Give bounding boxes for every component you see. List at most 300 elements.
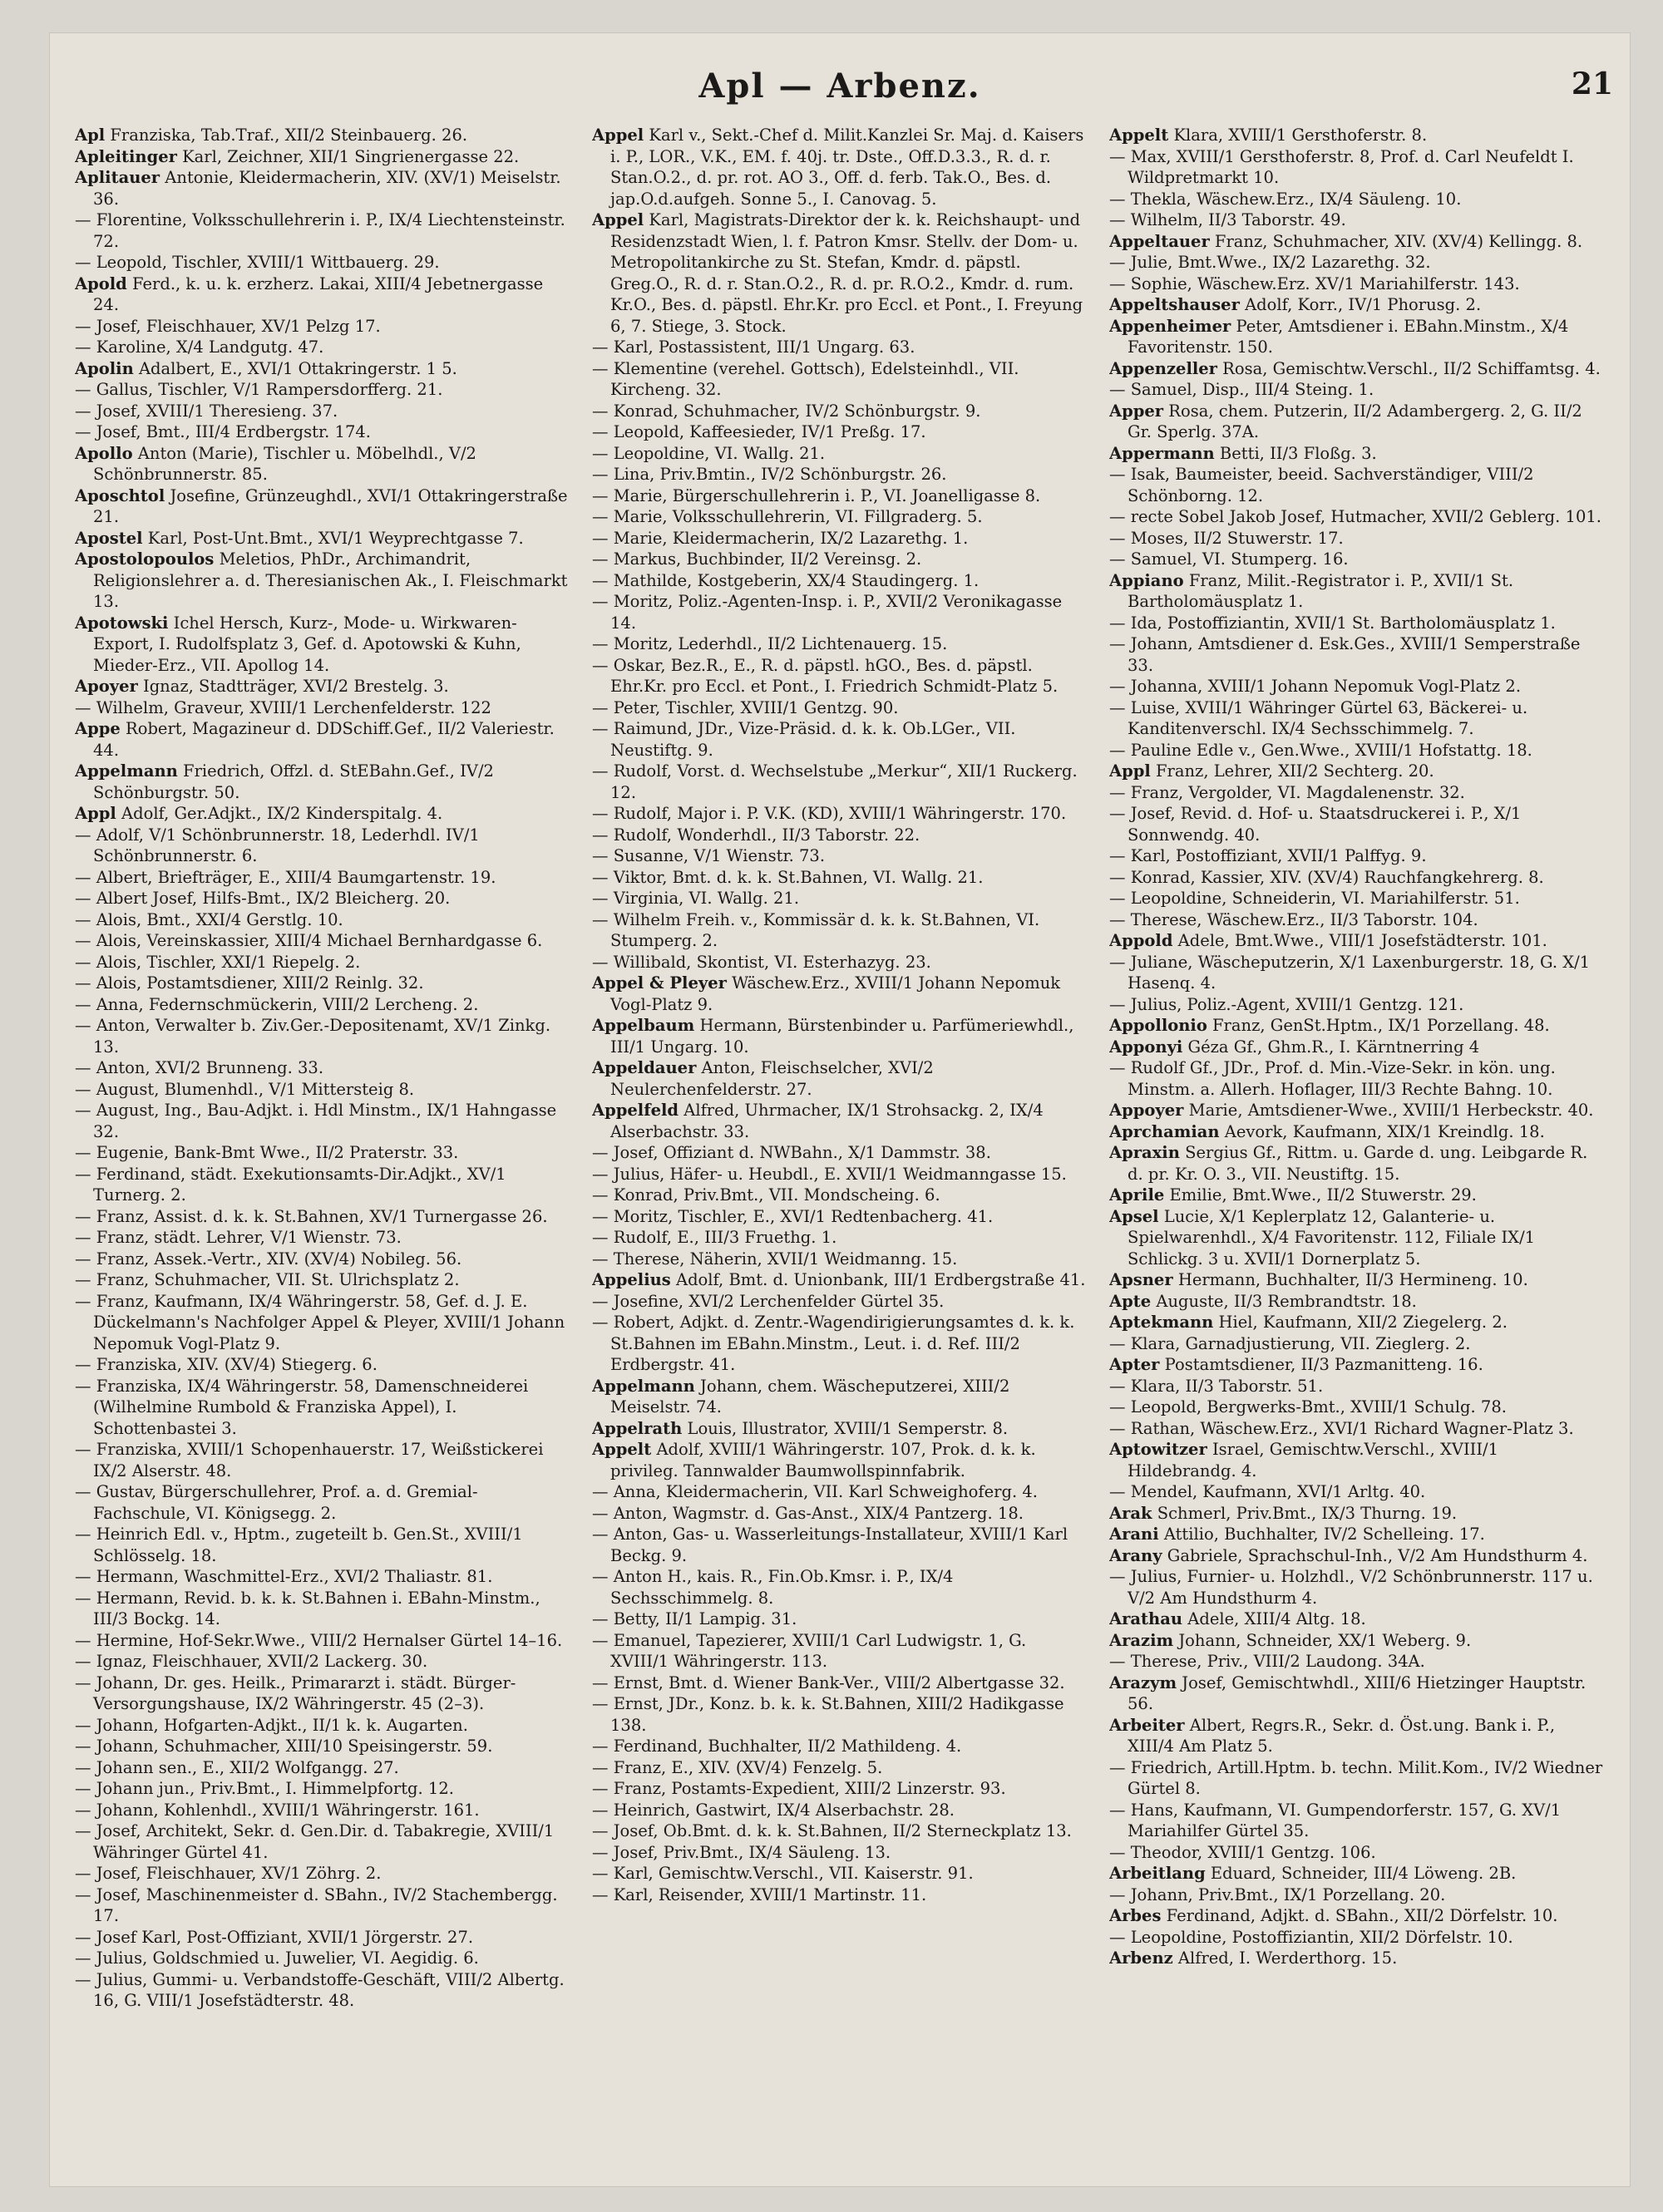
entry-text: — Josef Karl, Post-Offiziant, XVII/1 Jörgerstr. 27. bbox=[75, 1927, 474, 1947]
entry-surname: Appold bbox=[1109, 931, 1173, 950]
entry-text: — Anton, Gas- u. Wasserleitungs-Installateur, XVIII/1 Karl Beckg. 9. bbox=[592, 1525, 1068, 1565]
entry-text: — Virginia, VI. Wallg. 21. bbox=[592, 889, 800, 908]
entry-surname: Aprile bbox=[1109, 1185, 1165, 1205]
directory-entry bbox=[592, 1842, 1088, 1864]
entry-surname: Appelrath bbox=[592, 1418, 683, 1438]
directory-entry bbox=[592, 718, 1088, 761]
entry-text: Meletios, PhDr., Archimandrit, Religionslehrer a. d. Theresianischen Ak., I. Fleischmarkt 13. bbox=[93, 549, 568, 611]
directory-entry bbox=[1109, 1291, 1605, 1313]
directory-entry bbox=[75, 1673, 570, 1715]
entry-text: — Konrad, Priv.Bmt., VII. Mondscheing. 6. bbox=[592, 1185, 940, 1205]
directory-entry bbox=[592, 464, 1088, 485]
entry-text: — Peter, Tischler, XVIII/1 Gentzg. 90. bbox=[592, 697, 899, 717]
entry-text: — Raimund, JDr., Vize-Präsid. d. k. k. Ob.LGer., VII. Neustiftg. 9. bbox=[592, 719, 1016, 760]
entry-surname: Arany bbox=[1109, 1545, 1162, 1565]
entry-text: Wäschew.Erz., XVIII/1 Johann Nepomuk Vogl-Platz 9. bbox=[610, 973, 1061, 1014]
directory-entry bbox=[592, 443, 1088, 465]
entry-text: — Heinrich Edl. v., Hptm., zugeteilt b. Gen.St., XVIII/1 Schlösselg. 18. bbox=[75, 1525, 523, 1565]
entry-text: — Anna, Kleidermacherin, VII. Karl Schweighoferg. 4. bbox=[592, 1482, 1038, 1501]
directory-entry bbox=[75, 209, 570, 252]
entry-text: Adele, Bmt.Wwe., VIII/1 Josefstädterstr. 101. bbox=[1177, 931, 1547, 950]
entry-surname: Apl bbox=[75, 126, 106, 145]
entry-text: — Moritz, Lederhdl., II/2 Lichtenauerg. 15. bbox=[592, 634, 948, 653]
directory-entry bbox=[592, 401, 1088, 422]
directory-entry bbox=[1109, 697, 1605, 740]
directory-entry bbox=[75, 930, 570, 952]
directory-entry bbox=[592, 1524, 1088, 1566]
entry-text: — Therese, Priv., VIII/2 Laudong. 34A. bbox=[1109, 1652, 1425, 1671]
entry-text: Alfred, Uhrmacher, IX/1 Strohsackg. 2, IX/4 Alserbachstr. 33. bbox=[610, 1101, 1044, 1141]
directory-entry bbox=[75, 1927, 570, 1948]
entry-text: Adolf, XVIII/1 Währingerstr. 107, Prok. d. k. k. privileg. Tannwalder Baumwollspinnfabrik. bbox=[610, 1440, 1036, 1480]
entry-text: — Gustav, Bürgerschullehrer, Prof. a. d. Gremial-Fachschule, VI. Königsegg. 2. bbox=[75, 1482, 478, 1523]
entry-text: Hermann, Bürstenbinder u. Parfümeriewhdl., III/1 Ungarg. 10. bbox=[610, 1016, 1074, 1057]
directory-entry bbox=[1109, 1100, 1605, 1121]
directory-entry bbox=[75, 1227, 570, 1249]
directory-entry bbox=[75, 485, 570, 528]
entry-text: — Josef, Maschinenmeister d. SBahn., IV/2 Stachembergg. 17. bbox=[75, 1884, 558, 1925]
directory-entry bbox=[75, 1439, 570, 1481]
entry-surname: Aptowitzer bbox=[1109, 1440, 1207, 1459]
page-number: 21 bbox=[1571, 67, 1613, 101]
entry-text: — Johann, Priv.Bmt., IX/1 Porzellang. 20. bbox=[1109, 1884, 1446, 1904]
directory-entry bbox=[75, 1778, 570, 1800]
directory-entry bbox=[1109, 189, 1605, 210]
directory-entry bbox=[75, 1354, 570, 1376]
entry-text: — Moses, II/2 Stuwerstr. 17. bbox=[1109, 528, 1344, 548]
directory-entry bbox=[75, 952, 570, 973]
entry-surname: Aptekmann bbox=[1109, 1313, 1214, 1332]
entry-text: — Emanuel, Tapezierer, XVIII/1 Carl Ludwigstr. 1, G. XVIII/1 Währingerstr. 113. bbox=[592, 1630, 1027, 1671]
entry-text: — Johann, Hofgarten-Adjkt., II/1 k. k. Augarten. bbox=[75, 1715, 468, 1735]
entry-text: — Wilhelm, Graveur, XVIII/1 Lerchenfelderstr. 122 bbox=[75, 697, 491, 717]
directory-entry bbox=[592, 1566, 1088, 1609]
entry-surname: Apraxin bbox=[1109, 1143, 1180, 1162]
entry-surname: Arani bbox=[1109, 1525, 1159, 1544]
directory-entry bbox=[75, 358, 570, 380]
directory-entry bbox=[592, 1863, 1088, 1884]
entry-surname: Apponyi bbox=[1109, 1037, 1183, 1057]
entry-text: — Josef, Ob.Bmt. d. k. k. St.Bahnen, II/2 Sterneckplatz 13. bbox=[592, 1821, 1072, 1840]
directory-entry bbox=[75, 1015, 570, 1057]
entry-text: — Konrad, Kassier, XIV. (XV/4) Rauchfangkehrerg. 8. bbox=[1109, 867, 1544, 887]
entry-surname: Appl bbox=[1109, 761, 1151, 781]
entry-text: Josefine, Grünzeughdl., XVI/1 Ottakringerstraße 21. bbox=[93, 485, 568, 526]
entry-surname: Aplitauer bbox=[75, 168, 160, 187]
directory-entry bbox=[75, 1630, 570, 1652]
entry-text: — Albert Josef, Hilfs-Bmt., IX/2 Bleicherg. 20. bbox=[75, 889, 451, 908]
directory-entry bbox=[1109, 613, 1605, 634]
directory-entry bbox=[1109, 1142, 1605, 1185]
directory-entry bbox=[75, 613, 570, 677]
entry-text: — Johann, Amtsdiener d. Esk.Ges., XVIII/1 Semperstraße 33. bbox=[1109, 634, 1581, 675]
directory-entry bbox=[592, 1249, 1088, 1270]
directory-entry bbox=[1109, 782, 1605, 804]
directory-entry bbox=[75, 888, 570, 909]
directory-entry bbox=[1109, 1863, 1605, 1884]
directory-entry bbox=[592, 1418, 1088, 1440]
entry-text: — Karl, Postassistent, III/1 Ungarg. 63. bbox=[592, 337, 915, 357]
directory-entry bbox=[75, 1820, 570, 1863]
entry-text: — Ida, Postoffiziantin, XVII/1 St. Bartholomäusplatz 1. bbox=[1109, 613, 1556, 633]
directory-entry bbox=[75, 1884, 570, 1927]
entry-text: Franz, Lehrer, XII/2 Sechterg. 20. bbox=[1156, 761, 1434, 781]
directory-entry bbox=[75, 973, 570, 994]
entry-text: — Franz, Postamts-Expedient, XIII/2 Linzerstr. 93. bbox=[592, 1779, 1006, 1798]
directory-entry bbox=[592, 570, 1088, 592]
entry-text: — Anton H., kais. R., Fin.Ob.Kmsr. i. P., IX/4 Sechsschimmelg. 8. bbox=[592, 1567, 954, 1608]
directory-entry bbox=[1109, 1673, 1605, 1715]
entry-text: Louis, Illustrator, XVIII/1 Semperstr. 8. bbox=[687, 1418, 1009, 1438]
entry-text: Franz, Milit.-Registrator i. P., XVII/1 St. Bartholomäusplatz 1. bbox=[1128, 570, 1514, 611]
directory-entry bbox=[1109, 1524, 1605, 1545]
directory-entry bbox=[592, 1757, 1088, 1779]
directory-entry bbox=[75, 761, 570, 803]
directory-entry bbox=[75, 167, 570, 209]
entry-surname: Apollo bbox=[75, 443, 133, 463]
entry-surname: Appel bbox=[592, 210, 644, 229]
directory-entry bbox=[592, 421, 1088, 443]
directory-entry bbox=[592, 337, 1088, 358]
directory-page bbox=[50, 33, 1630, 2186]
directory-entry bbox=[75, 549, 570, 613]
entry-text: — Julius, Goldschmied u. Juwelier, VI. Aegidig. 6. bbox=[75, 1948, 479, 1968]
entry-text: — Moritz, Poliz.-Agenten-Insp. i. P., XVII/2 Veronikagasse 14. bbox=[592, 592, 1063, 633]
entry-text: — Johann jun., Priv.Bmt., I. Himmelpfortg. 12. bbox=[75, 1779, 454, 1798]
entry-text: Klara, XVIII/1 Gersthoferstr. 8. bbox=[1173, 126, 1428, 145]
entry-surname: Apsel bbox=[1109, 1206, 1159, 1226]
entry-text: — Ernst, JDr., Konz. b. k. k. St.Bahnen, XIII/2 Hadikgasse 138. bbox=[592, 1694, 1064, 1735]
running-head: Apl — Arbenz. bbox=[698, 67, 981, 106]
entry-text: — Franz, Vergolder, VI. Magdalenenstr. 32. bbox=[1109, 782, 1465, 802]
entry-text: Ichel Hersch, Kurz-, Mode- u. Wirkwaren-Export, I. Rudolfsplatz 3, Gef. d. Apotowski & Kuhn, Mieder-Erz., VII. Apollog 14. bbox=[93, 613, 521, 675]
directory-entry bbox=[75, 1524, 570, 1566]
entry-text: Betti, II/3 Floßg. 3. bbox=[1219, 443, 1377, 463]
entry-text: Adolf, Bmt. d. Unionbank, III/1 Erdbergstraße 41. bbox=[675, 1270, 1086, 1289]
entry-surname: Apostel bbox=[75, 528, 143, 548]
directory-entry bbox=[592, 825, 1088, 846]
entry-text: — Adolf, V/1 Schönbrunnerstr. 18, Lederhdl. IV/1 Schönbrunnerstr. 6. bbox=[75, 825, 480, 865]
entry-text: — Johann, Dr. ges. Heilk., Primararzt i. städt. Bürger-Versorgungshause, IX/2 Währingerstr. 45 (2–3). bbox=[75, 1673, 516, 1713]
directory-entry bbox=[1109, 1503, 1605, 1525]
entry-text: — Lina, Priv.Bmtin., IV/2 Schönburgstr. 26. bbox=[592, 465, 947, 484]
entry-text: — Albert, Briefträger, E., XIII/4 Baumgartenstr. 19. bbox=[75, 867, 496, 887]
directory-entry bbox=[592, 845, 1088, 867]
entry-surname: Appelfeld bbox=[592, 1101, 679, 1120]
entry-surname: Apper bbox=[1109, 401, 1164, 421]
entry-surname: Apold bbox=[75, 273, 127, 293]
column-3 bbox=[1109, 125, 1605, 2170]
entry-text: — Luise, XVIII/1 Währinger Gürtel 63, Bäckerei- u. Kanditenverschl. IX/4 Sechsschimmelg. 7. bbox=[1109, 697, 1528, 738]
entry-text: — Leopold, Bergwerks-Bmt., XVIII/1 Schulg. 78. bbox=[1109, 1397, 1507, 1416]
entry-surname: Arbenz bbox=[1109, 1948, 1173, 1968]
directory-entry bbox=[592, 591, 1088, 633]
directory-entry bbox=[1109, 316, 1605, 358]
directory-entry bbox=[1109, 1354, 1605, 1376]
entry-text: — Franziska, IX/4 Währingerstr. 58, Damenschneiderei (Wilhelmine Rumbold & Franziska Appel), I. Schottenbastei 3. bbox=[75, 1376, 529, 1438]
entry-text: — Johann sen., E., XII/2 Wolfgangg. 27. bbox=[75, 1757, 399, 1777]
directory-entry bbox=[1109, 209, 1605, 231]
entry-text: Karl, Magistrats-Direktor der k. k. Reichshaupt- und Residenzstadt Wien, l. f. Patron Kmsr. Stellv. der Dom- u. Metropolitankirche zu St. Stefan, Kmdr. d. päpstl. Greg.O., R. d. r. Stan.O.2., R. d. pr. R.O.2., Kmdr. d. rum. Kr.O., Bes. d. päpstl. Ehr.Kr. pro Eccl. et Pont., I. Freyung 6, 7. Stiege, 3. Stock. bbox=[610, 210, 1083, 336]
directory-entry bbox=[592, 1376, 1088, 1418]
directory-entry bbox=[75, 994, 570, 1016]
directory-entry bbox=[75, 1757, 570, 1779]
entry-text: — Julius, Häfer- u. Heubdl., E. XVII/1 Weidmanngasse 15. bbox=[592, 1164, 1067, 1184]
directory-entry bbox=[1109, 1757, 1605, 1800]
entry-surname: Appel & Pleyer bbox=[592, 973, 727, 993]
entry-text: — Alois, Bmt., XXI/4 Gerstlg. 10. bbox=[75, 909, 343, 929]
directory-entry bbox=[1109, 570, 1605, 613]
entry-text: — Marie, Kleidermacherin, IX/2 Lazarethg. 1. bbox=[592, 528, 969, 548]
entry-text: Adolf, Ger.Adjkt., IX/2 Kinderspitalg. 4. bbox=[121, 804, 443, 823]
directory-entry bbox=[75, 1164, 570, 1206]
entry-surname: Appe bbox=[75, 719, 121, 738]
directory-entry bbox=[75, 1566, 570, 1588]
entry-text: Emilie, Bmt.Wwe., II/2 Stuwerstr. 29. bbox=[1169, 1185, 1477, 1205]
directory-entry bbox=[75, 273, 570, 316]
directory-entry bbox=[1109, 401, 1605, 443]
directory-entry bbox=[592, 1503, 1088, 1525]
directory-entry bbox=[1109, 1397, 1605, 1418]
entry-surname: Aprchamian bbox=[1109, 1121, 1220, 1141]
directory-entry bbox=[75, 528, 570, 549]
directory-entry bbox=[592, 655, 1088, 697]
entry-text: — Hans, Kaufmann, VI. Gumpendorferstr. 157, G. XV/1 Mariahilfer Gürtel 35. bbox=[1109, 1800, 1562, 1840]
directory-entry bbox=[1109, 909, 1605, 931]
entry-surname: Appeltauer bbox=[1109, 231, 1210, 251]
directory-entry bbox=[1109, 1057, 1605, 1100]
directory-entry bbox=[592, 1609, 1088, 1630]
entry-text: — recte Sobel Jakob Josef, Hutmacher, XVII/2 Geblerg. 101. bbox=[1109, 507, 1601, 526]
directory-entry bbox=[75, 1206, 570, 1228]
entry-text: Gabriele, Sprachschul-Inh., V/2 Am Hundsthurm 4. bbox=[1167, 1545, 1588, 1565]
entry-surname: Appoyer bbox=[1109, 1101, 1184, 1120]
directory-entry bbox=[592, 209, 1088, 337]
entry-text: — Josef, Fleischhauer, XV/1 Zöhrg. 2. bbox=[75, 1864, 382, 1883]
directory-entry bbox=[75, 1715, 570, 1737]
directory-entry bbox=[1109, 1715, 1605, 1757]
entry-text: — Anton, Wagmstr. d. Gas-Anst., XIX/4 Pantzerg. 18. bbox=[592, 1503, 1024, 1523]
entry-text: — Klara, II/3 Taborstr. 51. bbox=[1109, 1376, 1324, 1396]
entry-surname: Appelius bbox=[592, 1270, 671, 1289]
column-2 bbox=[592, 125, 1088, 2170]
directory-entry bbox=[75, 337, 570, 358]
entry-text: — Ferdinand, städt. Exekutionsamts-Dir.Adjkt., XV/1 Turnerg. 2. bbox=[75, 1164, 506, 1205]
entry-text: Karl v., Sekt.-Chef d. Milit.Kanzlei Sr. Maj. d. Kaisers i. P., LOR., V.K., EM. f. 40j. tr. Dste., Off.D.3.3., R. d. r. Stan.O.2., d. pr. rot. AO 3., Off. d. ferb. Tak.O., Bes. d. jap.O.d.aufgeh. Sonne 5., I. Canovag. 5. bbox=[610, 126, 1084, 209]
entry-surname: Arbeiter bbox=[1109, 1715, 1185, 1735]
directory-entry bbox=[592, 1100, 1088, 1142]
directory-entry bbox=[75, 825, 570, 867]
entry-text: Johann, chem. Wäscheputzerei, XIII/2 Meiselstr. 74. bbox=[610, 1376, 1010, 1416]
directory-entry bbox=[592, 1736, 1088, 1757]
directory-entry bbox=[592, 1312, 1088, 1376]
directory-entry bbox=[1109, 273, 1605, 295]
entry-text: — Isak, Baumeister, beeid. Sachverständiger, VIII/2 Schönborng. 12. bbox=[1109, 465, 1534, 505]
directory-entry bbox=[1109, 888, 1605, 909]
directory-entry bbox=[1109, 506, 1605, 528]
entry-text: — Mendel, Kaufmann, XVI/1 Arltg. 40. bbox=[1109, 1482, 1426, 1501]
entry-text: Adolf, Korr., IV/1 Phorusg. 2. bbox=[1245, 295, 1482, 314]
directory-entry bbox=[592, 1884, 1088, 1906]
directory-entry bbox=[1109, 761, 1605, 782]
directory-entry bbox=[1109, 294, 1605, 316]
entry-text: — Ferdinand, Buchhalter, II/2 Mathildeng. 4. bbox=[592, 1737, 962, 1756]
entry-text: Postamtsdiener, II/3 Pazmanitteng. 16. bbox=[1164, 1355, 1483, 1374]
entry-surname: Appelmann bbox=[592, 1376, 695, 1396]
directory-entry bbox=[75, 1736, 570, 1757]
directory-entry bbox=[1109, 1185, 1605, 1206]
directory-entry bbox=[592, 485, 1088, 507]
directory-entry bbox=[1109, 1948, 1605, 1969]
entry-text: Franz, Schuhmacher, XIV. (XV/4) Kellingg. 8. bbox=[1214, 231, 1583, 251]
entry-surname: Apoyer bbox=[75, 677, 138, 696]
directory-entry bbox=[1109, 1418, 1605, 1440]
directory-entry bbox=[592, 1820, 1088, 1842]
entry-text: — Ignaz, Fleischhauer, XVII/2 Lackerg. 30. bbox=[75, 1652, 428, 1671]
entry-text: — Therese, Wäschew.Erz., II/3 Taborstr. 104. bbox=[1109, 909, 1478, 929]
entry-surname: Appelmann bbox=[75, 761, 178, 781]
entry-text: Franziska, Tab.Traf., XII/2 Steinbauerg. 26. bbox=[110, 126, 468, 145]
entry-text: — Oskar, Bez.R., E., R. d. päpstl. hGO., Bes. d. päpstl. Ehr.Kr. pro Eccl. et Pont., I. Friedrich Schmidt-Platz 5. bbox=[592, 655, 1058, 696]
entry-surname: Appenheimer bbox=[1109, 316, 1231, 336]
entry-text: — Hermann, Revid. b. k. k. St.Bahnen i. EBahn-Minstm., III/3 Bockg. 14. bbox=[75, 1588, 540, 1628]
entry-surname: Arazim bbox=[1109, 1630, 1174, 1650]
directory-entry bbox=[1109, 803, 1605, 845]
entry-text: Franz, GenSt.Hptm., IX/1 Porzellang. 48. bbox=[1212, 1016, 1550, 1035]
entry-surname: Arak bbox=[1109, 1503, 1152, 1523]
directory-entry bbox=[75, 421, 570, 443]
entry-surname: Apolin bbox=[75, 358, 134, 378]
entry-text: — Florentine, Volksschullehrerin i. P., IX/4 Liechtensteinstr. 72. bbox=[75, 210, 565, 251]
directory-entry bbox=[1109, 1015, 1605, 1037]
directory-entry bbox=[592, 1057, 1088, 1100]
directory-entry bbox=[592, 1673, 1088, 1694]
entry-text: — Alois, Vereinskassier, XIII/4 Michael Bernhardgasse 6. bbox=[75, 931, 543, 950]
entry-text: — Franziska, XIV. (XV/4) Stiegerg. 6. bbox=[75, 1355, 378, 1374]
directory-entry bbox=[1109, 1927, 1605, 1948]
entry-surname: Appl bbox=[75, 804, 116, 823]
entry-text: — Johann, Kohlenhdl., XVIII/1 Währingerstr. 161. bbox=[75, 1800, 480, 1820]
directory-entry bbox=[75, 316, 570, 337]
entry-surname: Appeltshauser bbox=[1109, 295, 1240, 314]
entry-text: — Robert, Adjkt. d. Zentr.-Wagendirigierungsamtes d. k. k. St.Bahnen im EBahn.Minstm., Leut. i. d. Ref. III/2 Erdbergstr. 41. bbox=[592, 1313, 1075, 1374]
entry-text: — Marie, Bürgerschullehrerin i. P., VI. Joanelligasse 8. bbox=[592, 485, 1041, 505]
directory-entry bbox=[75, 252, 570, 273]
directory-entry bbox=[75, 1651, 570, 1673]
entry-surname: Apte bbox=[1109, 1291, 1152, 1311]
entry-surname: Appelbaum bbox=[592, 1016, 695, 1035]
entry-text: — Wilhelm, II/3 Taborstr. 49. bbox=[1109, 210, 1346, 229]
entry-text: — Franz, Schuhmacher, VII. St. Ulrichsplatz 2. bbox=[75, 1270, 460, 1289]
entry-text: — Josefine, XVI/2 Lerchenfelder Gürtel 35. bbox=[592, 1291, 945, 1311]
entry-text: — Juliane, Wäscheputzerin, X/1 Laxenburgerstr. 18, G. X/1 Hasenq. 4. bbox=[1109, 952, 1591, 993]
directory-entry bbox=[592, 1206, 1088, 1228]
directory-entry bbox=[75, 401, 570, 422]
entry-text: — Friedrich, Artill.Hptm. b. techn. Milit.Kom., IV/2 Wiedner Gürtel 8. bbox=[1109, 1757, 1603, 1798]
directory-entry bbox=[1109, 867, 1605, 889]
directory-entry bbox=[592, 506, 1088, 528]
entry-text: — Willibald, Skontist, VI. Esterhazyg. 23. bbox=[592, 952, 931, 972]
entry-text: — Karl, Gemischtw.Verschl., VII. Kaiserstr. 91. bbox=[592, 1864, 974, 1883]
directory-entry bbox=[1109, 231, 1605, 253]
directory-entry bbox=[75, 1291, 570, 1355]
entry-surname: Appiano bbox=[1109, 570, 1184, 590]
directory-entry bbox=[1109, 1269, 1605, 1291]
entry-text: — Anton, Verwalter b. Ziv.Ger.-Depositenamt, XV/1 Zinkg. 13. bbox=[75, 1016, 551, 1057]
directory-entry bbox=[592, 549, 1088, 570]
entry-text: Antonie, Kleidermacherin, XIV. (XV/1) Meiselstr. 36. bbox=[93, 168, 561, 209]
entry-text: Anton (Marie), Tischler u. Möbelhdl., V/2 Schönbrunnerstr. 85. bbox=[93, 443, 476, 484]
entry-text: — Mathilde, Kostgeberin, XX/4 Staudingerg. 1. bbox=[592, 570, 980, 590]
directory-entry bbox=[75, 1969, 570, 2012]
entry-text: — Josef, Bmt., III/4 Erdbergstr. 174. bbox=[75, 422, 371, 441]
directory-entry bbox=[1109, 1312, 1605, 1333]
entry-text: Schmerl, Priv.Bmt., IX/3 Thurng. 19. bbox=[1157, 1503, 1458, 1523]
directory-entry bbox=[75, 379, 570, 401]
entry-text: — Samuel, VI. Stumperg. 16. bbox=[1109, 549, 1349, 569]
entry-text: Hiel, Kaufmann, XII/2 Ziegelerg. 2. bbox=[1218, 1313, 1508, 1332]
directory-entry bbox=[1109, 676, 1605, 697]
directory-entry bbox=[75, 443, 570, 485]
directory-entry bbox=[75, 1100, 570, 1142]
entry-text: — Julius, Poliz.-Agent, XVIII/1 Gentzg. 121. bbox=[1109, 994, 1464, 1014]
directory-entry bbox=[1109, 952, 1605, 994]
entry-text: — Leopoldine, Postoffiziantin, XII/2 Dörfelstr. 10. bbox=[1109, 1927, 1513, 1947]
entry-text: — Heinrich, Gastwirt, IX/4 Alserbachstr. 28. bbox=[592, 1800, 955, 1820]
directory-entry bbox=[1109, 146, 1605, 189]
entry-text: Marie, Amtsdiener-Wwe., XVIII/1 Herbeckstr. 40. bbox=[1188, 1101, 1594, 1120]
entry-surname: Apotowski bbox=[75, 613, 169, 633]
directory-entry bbox=[592, 888, 1088, 909]
entry-text: — Samuel, Disp., III/4 Steing. 1. bbox=[1109, 380, 1374, 399]
entry-text: — Marie, Volksschullehrerin, VI. Fillgraderg. 5. bbox=[592, 507, 983, 526]
directory-entry bbox=[592, 1227, 1088, 1249]
directory-entry bbox=[592, 973, 1088, 1015]
entry-text: Alfred, I. Werderthorg. 15. bbox=[1177, 1948, 1398, 1968]
entry-text: — Susanne, V/1 Wienstr. 73. bbox=[592, 846, 826, 865]
entry-text: Rosa, Gemischtw.Verschl., II/2 Schiffamtsg. 4. bbox=[1222, 358, 1601, 378]
directory-entry bbox=[1109, 1630, 1605, 1652]
directory-entry bbox=[1109, 528, 1605, 549]
directory-entry bbox=[75, 1269, 570, 1291]
entry-text: — Hermine, Hof-Sekr.Wwe., VIII/2 Hernalser Gürtel 14–16. bbox=[75, 1630, 563, 1650]
directory-entry bbox=[592, 1481, 1088, 1503]
entry-text: — Thekla, Wäschew.Erz., IX/4 Säuleng. 10. bbox=[1109, 189, 1462, 209]
entry-text: — Rudolf, Vorst. d. Wechselstube „Merkur“, XII/1 Ruckerg. 12. bbox=[592, 761, 1078, 802]
directory-entry bbox=[592, 1164, 1088, 1185]
entry-text: — Josef, Offiziant d. NWBahn., X/1 Dammstr. 38. bbox=[592, 1143, 991, 1162]
entry-text: — Hermann, Waschmittel-Erz., XVI/2 Thaliastr. 81. bbox=[75, 1567, 493, 1586]
entry-text: — Karl, Postoffiziant, XVII/1 Palffyg. 9. bbox=[1109, 846, 1427, 865]
entry-text: — Viktor, Bmt. d. k. k. St.Bahnen, VI. Wallg. 21. bbox=[592, 867, 984, 887]
entry-text: Aevork, Kaufmann, XIX/1 Kreindlg. 18. bbox=[1224, 1121, 1545, 1141]
entry-text: Rosa, chem. Putzerin, II/2 Adambergerg. 2, G. II/2 Gr. Sperlg. 37A. bbox=[1128, 401, 1582, 441]
entry-text: — Franz, Assek.-Vertr., XIV. (XV/4) Nobileg. 56. bbox=[75, 1249, 462, 1269]
page-header bbox=[50, 67, 1630, 116]
directory-entry bbox=[75, 867, 570, 889]
directory-entry bbox=[1109, 1376, 1605, 1397]
entry-text: — Leopold, Tischler, XVIII/1 Wittbauerg. 29. bbox=[75, 253, 440, 272]
directory-entry bbox=[75, 1142, 570, 1164]
directory-entry bbox=[75, 1376, 570, 1440]
entry-text: — Leopold, Kaffeesieder, IV/1 Preßg. 17. bbox=[592, 422, 926, 441]
entry-text: — Franz, Assist. d. k. k. St.Bahnen, XV/1 Turnergasse 26. bbox=[75, 1206, 548, 1226]
directory-entry bbox=[75, 1249, 570, 1270]
column-1 bbox=[75, 125, 570, 2170]
entry-text: — August, Blumenhdl., V/1 Mittersteig 8. bbox=[75, 1079, 415, 1099]
entry-surname: Appeldauer bbox=[592, 1058, 697, 1077]
directory-entry bbox=[1109, 1333, 1605, 1355]
